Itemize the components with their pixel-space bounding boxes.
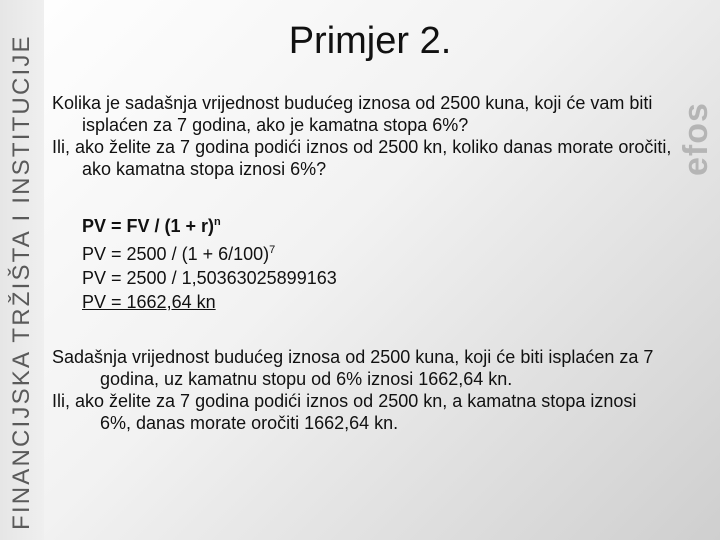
formula-computed: PV = 2500 / 1,50363025899163 bbox=[82, 268, 337, 288]
formula-general: PV = FV / $(1 + r)^n$ bbox=[82, 216, 221, 236]
sidebar-band bbox=[0, 0, 44, 540]
formula-substituted: PV = $2500 / (1 + 6/100)^7$ bbox=[82, 244, 276, 264]
slide-title: Primjer 2. bbox=[288, 20, 452, 62]
question-block bbox=[52, 92, 682, 180]
sidebar-vertical-label: FINANCIJSKA TRŽIŠTA I INSTITUCIJE bbox=[8, 34, 35, 530]
formula-result: PV = 1662,64 kn bbox=[82, 292, 216, 312]
answer-paragraph-2: Ili, ako želite za 7 godina podići iznos od 2500 kn, a kamatna stopa iznosi 6%, danas morate oročiti 1662,64 kn. bbox=[52, 391, 637, 433]
question-paragraph-1: Kolika je sadašnja vrijednost budućeg iznosa od 2500 kuna, koji će vam biti isplaćen za 7 godina, ako je kamatna stopa 6%? bbox=[52, 93, 653, 135]
answer-paragraph-1: Sadašnja vrijednost budućeg iznosa od 2500 kuna, koji će biti isplaćen za 7 godina, uz kamatnu stopu od 6% iznosi 1662,64 kn. bbox=[52, 347, 654, 389]
question-paragraph-2: Ili, ako želite za 7 godina podići iznos od 2500 kn, koliko danas morate oročiti, ako kamatna stopa iznosi 6%? bbox=[52, 137, 672, 179]
formula-block bbox=[82, 210, 482, 314]
efos-logo-text: efos bbox=[677, 102, 715, 176]
answer-block bbox=[52, 346, 672, 434]
